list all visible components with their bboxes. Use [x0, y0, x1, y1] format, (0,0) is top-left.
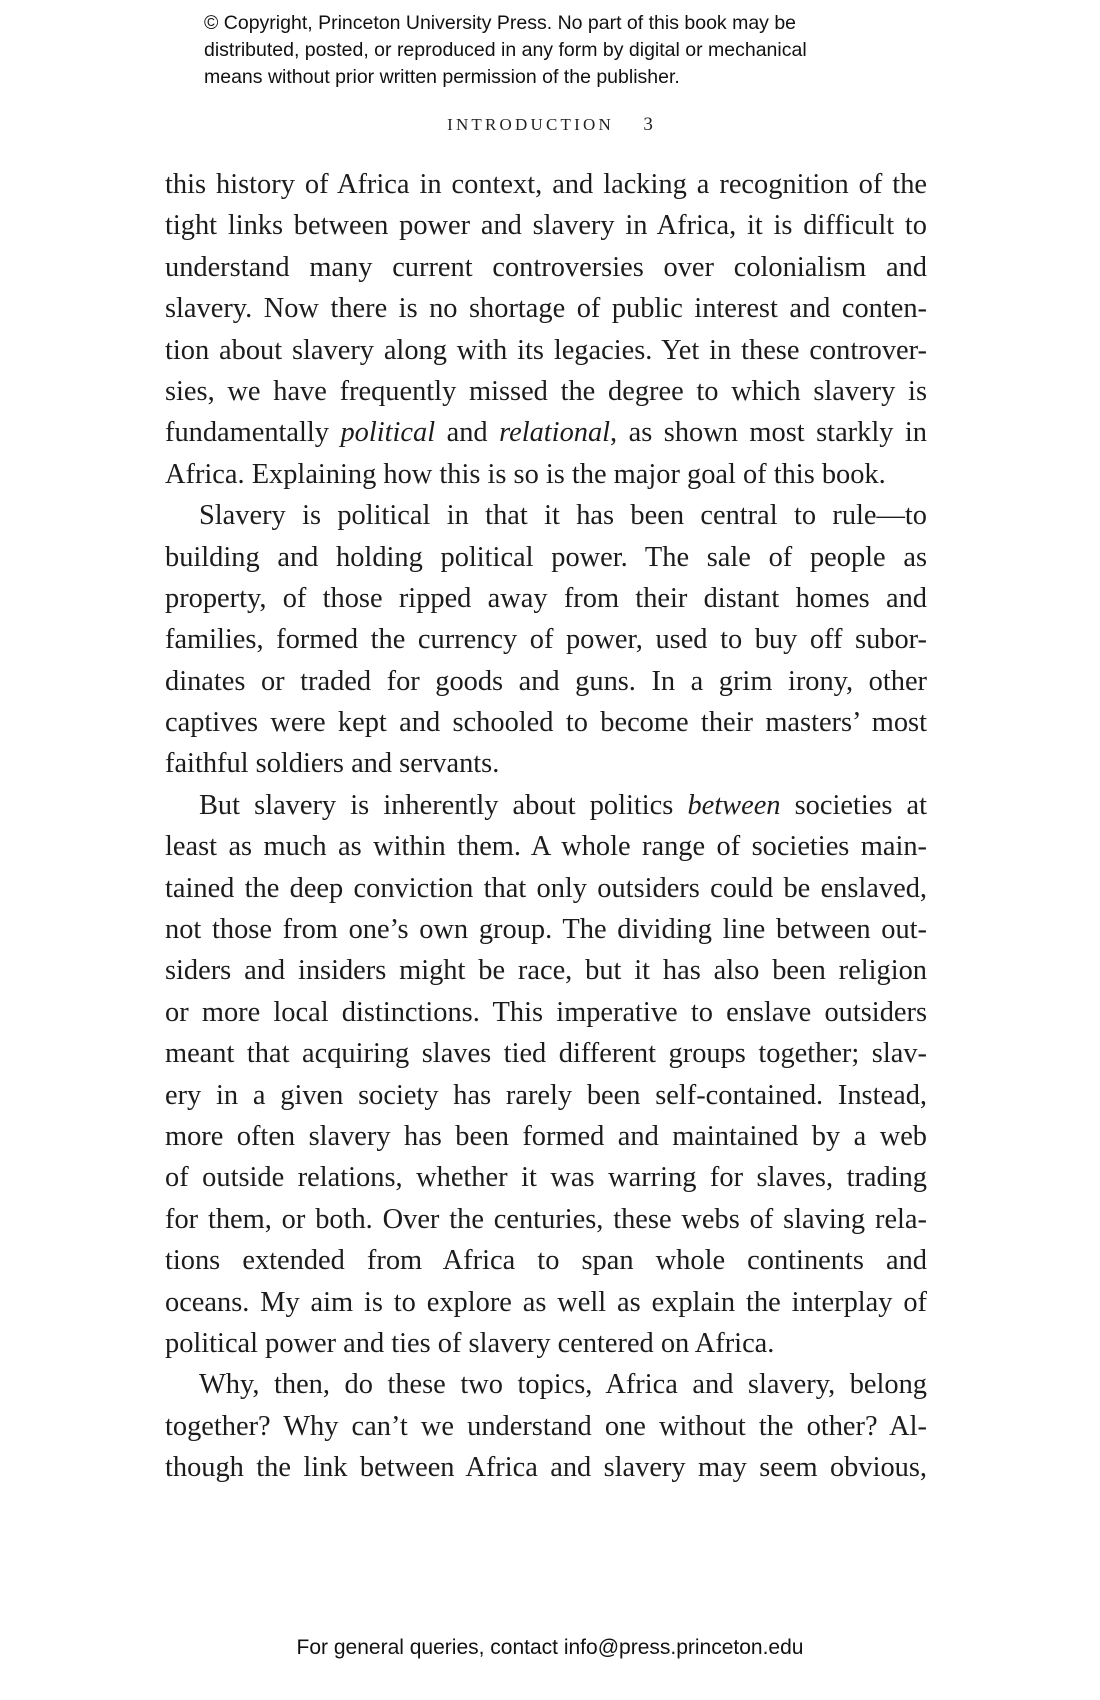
- text-line: siders and insiders might be race, but it has also been religion: [165, 955, 927, 987]
- text-line: tions extended from Africa to span whole continents and: [165, 1245, 927, 1277]
- paragraph: [165, 495, 927, 785]
- text-line: tion about slavery along with its legacies. Yet in these controver-: [165, 334, 927, 366]
- text-line: Africa. Explaining how this is so is the major goal of this book.: [165, 458, 886, 490]
- copyright-notice: [204, 10, 924, 91]
- paragraph: [165, 1364, 927, 1488]
- copyright-line: means without prior written permission of the publisher.: [204, 66, 680, 88]
- text-line: tained the deep conviction that only outsiders could be enslaved,: [165, 872, 927, 904]
- text-line: faithful soldiers and servants.: [165, 748, 500, 780]
- text-line: not those from one’s own group. The dividing line between out-: [165, 914, 927, 946]
- text-line-italic: But slavery is inherently about politics between societies at: [199, 789, 927, 821]
- text-line: though the link between Africa and slavery may seem obvious,: [165, 1452, 927, 1484]
- text-line: Why, then, do these two topics, Africa and slavery, belong: [199, 1369, 927, 1401]
- text-line: for them, or both. Over the centuries, these webs of slaving rela-: [165, 1203, 927, 1235]
- footer-contact: For general queries, contact info@press.princeton.edu: [296, 1636, 804, 1659]
- copyright-line: distributed, posted, or reproduced in any form by digital or mechanical: [204, 39, 807, 61]
- copyright-line: © Copyright, Princeton University Press. No part of this book may be: [204, 12, 797, 34]
- text-line: tight links between power and slavery in Africa, it is difficult to: [165, 210, 927, 242]
- text-line: meant that acquiring slaves tied different groups together; slav-: [165, 1038, 927, 1070]
- text-line: captives were kept and schooled to become their masters’ most: [165, 707, 927, 739]
- text-line: understand many current controversies over colonialism and: [165, 251, 927, 283]
- text-line: this history of Africa in context, and lacking a recognition of the: [165, 169, 927, 200]
- page-number: 3: [643, 114, 653, 135]
- text-line: ery in a given society has rarely been self-contained. Instead,: [165, 1079, 927, 1111]
- running-head: [0, 114, 1100, 136]
- text-line-italic: fundamentally political and relational, as shown most starkly in: [165, 417, 927, 449]
- text-line: political power and ties of slavery centered on Africa.: [165, 1327, 775, 1359]
- paragraph: [165, 164, 927, 495]
- text-line: more often slavery has been formed and maintained by a web: [165, 1120, 927, 1152]
- text-line: of outside relations, whether it was warring for slaves, trading: [165, 1162, 927, 1194]
- text-line: or more local distinctions. This imperative to enslave outsiders: [165, 996, 927, 1028]
- paragraph: [165, 785, 927, 1364]
- text-line: dinates or traded for goods and guns. In a grim irony, other: [165, 665, 927, 697]
- text-line: slavery. Now there is no shortage of public interest and conten-: [165, 293, 927, 325]
- running-head-title: INTRODUCTION: [447, 115, 614, 134]
- text-line: Slavery is political in that it has been central to rule—to: [199, 500, 927, 532]
- text-line: oceans. My aim is to explore as well as explain the interplay of: [165, 1286, 927, 1318]
- text-line: property, of those ripped away from their distant homes and: [165, 582, 927, 614]
- text-line: families, formed the currency of power, used to buy off subor-: [165, 624, 927, 656]
- text-line: sies, we have frequently missed the degree to which slavery is: [165, 375, 927, 407]
- text-line: together? Why can’t we understand one without the other? Al-: [165, 1410, 927, 1442]
- text-line: least as much as within them. A whole range of societies main-: [165, 831, 927, 863]
- body-text: [165, 164, 927, 1489]
- text-line: building and holding political power. The sale of people as: [165, 541, 927, 573]
